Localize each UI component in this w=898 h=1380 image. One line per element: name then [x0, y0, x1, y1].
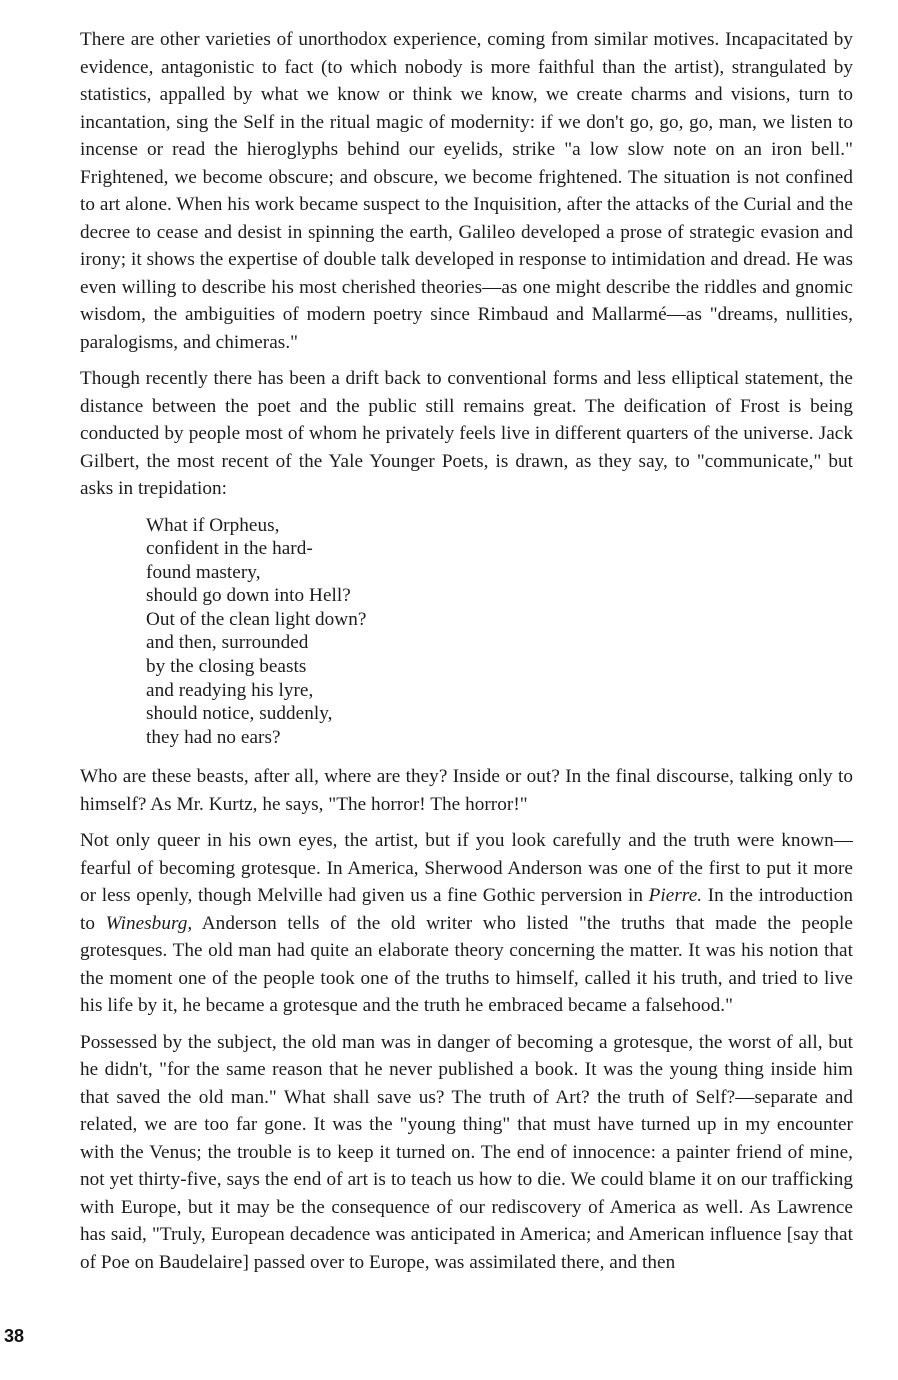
- paragraph-4: [80, 827, 853, 1020]
- title-winesburg: Winesburg,: [105, 912, 193, 934]
- paragraph-1: There are other varieties of unorthodox experience, coming from similar motives. Incapacitated by evidence, antagonistic to fact (to which nobody is more faithful than the artist), strangulated by statistics, appalled by what we know or think we know, we create charms and visions, turn to incantation, sing the Self in the ritual magic of modernity: if we don't go, go, go, man, we listen to incense or read the hieroglyphs behind our eyelids, strike "a low slow note on an iron bell." Frightened, we become obscure; and obscure, we become frightened. The situation is not confined to art alone. When his work became suspect to the Inquisition, after the attacks of the Curial and the decree to cease and desist in spinning the earth, Galileo developed a prose of strategic evasion and irony; it shows the expertise of double talk developed in response to intimidation and dread. He was even willing to describe his most cherished theories—as one might describe the riddles and gnomic wisdom, the ambiguities of modern poetry since Rimbaud and Mallarmé—as "dreams, nullities, paralogisms, and chimeras.": [80, 29, 853, 353]
- title-pierre: Pierre.: [648, 885, 703, 907]
- verse-line: What if Orpheus,: [146, 514, 280, 536]
- verse-line: by the closing beasts: [146, 656, 307, 678]
- paragraph-4-part-c: Anderson tells of the old writer who listed "the truths that made the people grotesques. The old man had quite an elaborate theory concerning the matter. It was his notion that the moment one of the people took one of the truths to himself, called it his truth, and tried to live his life by it, he became a grotesque and the truth he embraced became a falsehood.": [80, 912, 853, 1017]
- verse-line: should go down into Hell?: [146, 585, 351, 607]
- page-number: 38: [4, 1326, 25, 1346]
- verse-line: and then, surrounded: [146, 632, 309, 654]
- verse-line: Out of the clean light down?: [146, 608, 367, 630]
- paragraph-5: Possessed by the subject, the old man was in danger of becoming a grotesque, the worst of all, but he didn't, "for the same reason that he never published a book. It was the young thing inside him that saved the old man." What shall save us? The truth of Art? the truth of Self?—separate and related, we are too far gone. It was the "young thing" that must have turned up in my encounter with the Venus; the trouble is to keep it turned on. The end of innocence: a painter friend of mine, not yet thirty-five, says the end of art is to teach us how to die. We could blame it on our trafficking with Europe, but it may be the consequence of our rediscovery of America as well. As Lawrence has said, "Truly, European decadence was anticipated in America; and American influence [say that of Poe on Baudelaire] passed over to Europe, was assimilated there, and then: [80, 1031, 853, 1273]
- body-text: [80, 26, 853, 1285]
- verse-line: and readying his lyre,: [146, 679, 314, 701]
- verse-line: confident in the hard-: [146, 538, 313, 560]
- paragraph-4-part-a: Not only queer in his own eyes, the artist, but if you look carefully and the truth were known—fearful of becoming grotesque. In America, Sherwood Anderson was one of the first to put it more or less openly, though Melville had given us a fine Gothic perversion in: [80, 830, 853, 907]
- paragraph-4-part-b: In the introduction to: [80, 885, 854, 934]
- paragraph-3: Who are these beasts, after all, where are they? Inside or out? In the final discourse, talking only to himself? As Mr. Kurtz, he says, "The horror! The horror!": [80, 766, 853, 815]
- verse-quotation: [146, 514, 853, 750]
- verse-line: found mastery,: [146, 561, 261, 583]
- verse-line: should notice, suddenly,: [146, 703, 333, 725]
- paragraph-2: Though recently there has been a drift back to conventional forms and less elliptical statement, the distance between the poet and the public still remains great. The deification of Frost is being conducted by people most of whom he privately feels live in different quarters of the universe. Jack Gilbert, the most recent of the Yale Younger Poets, is drawn, as they say, to "communicate," but asks in trepidation:: [80, 368, 853, 499]
- verse-line: they had no ears?: [146, 726, 281, 748]
